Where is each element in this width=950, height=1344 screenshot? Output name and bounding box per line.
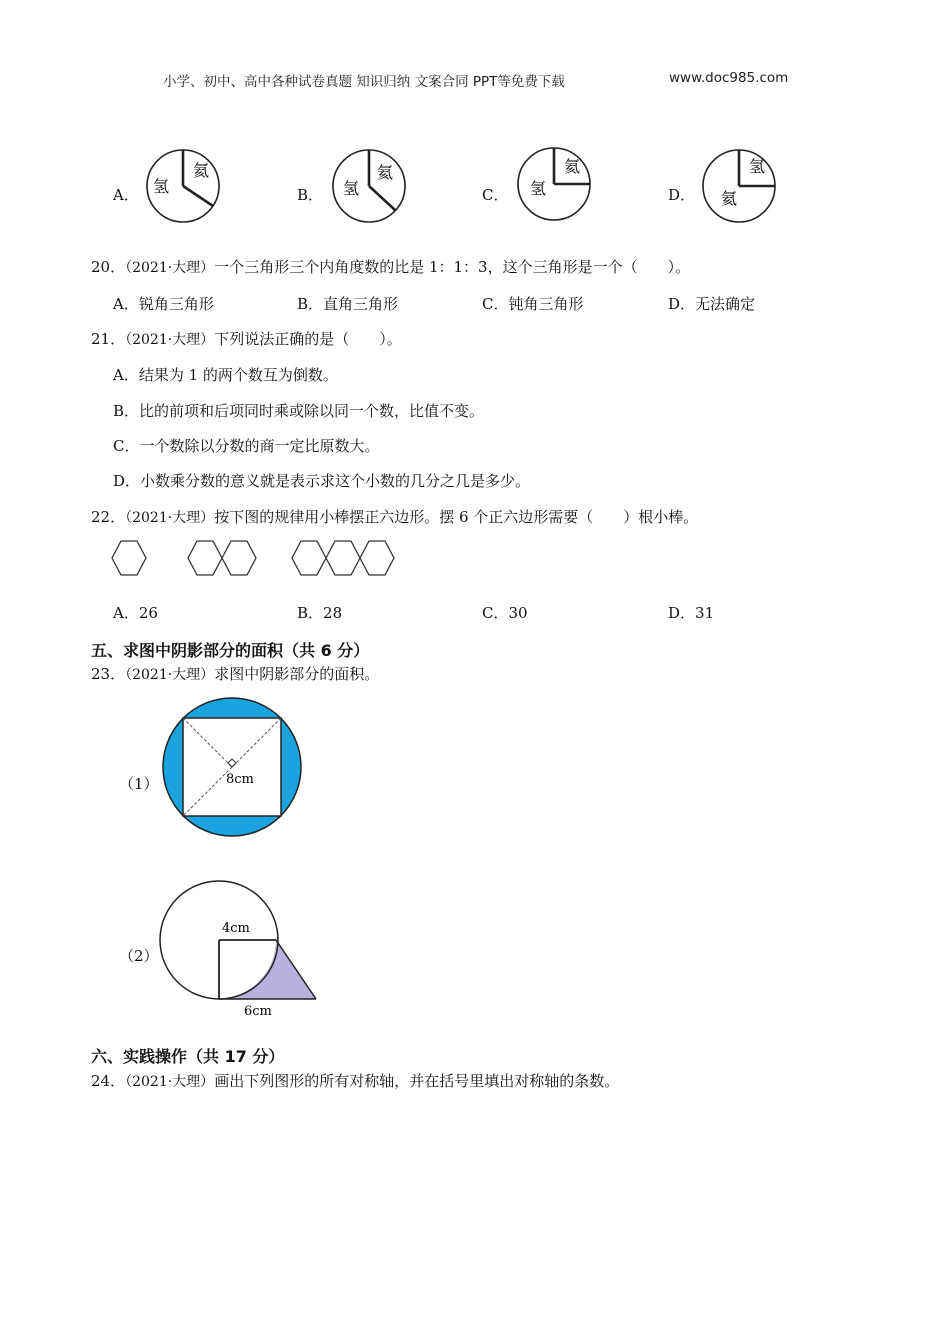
pie-divider (369, 186, 395, 210)
hexagon (360, 541, 394, 575)
option-label: A． (113, 295, 139, 313)
q24-question (91, 1070, 619, 1091)
q20-number: 20． (91, 258, 126, 276)
fig2-bottom-dimension: 6cm (244, 1004, 272, 1019)
option-text: 无法确定 (695, 295, 756, 313)
option-label: B． (297, 295, 324, 313)
option-text: 比的前项和后项同时乘或除以同一个数，比值不变。 (139, 402, 485, 420)
q20-option-d (668, 293, 755, 314)
section-5-title: 五、求图中阴影部分的面积（共 6 分） (91, 641, 370, 660)
q20-option-c (482, 293, 584, 314)
hexagon (112, 541, 146, 575)
option-label: D． (113, 472, 141, 490)
option-label: A． (113, 366, 139, 384)
q23-question (91, 663, 379, 684)
pie-label-h: 氢 (749, 157, 766, 176)
q22-question (91, 506, 698, 527)
option-text: 直角三角形 (323, 295, 399, 313)
pie-label-h: 氢 (530, 179, 547, 198)
q21-number: 21． (91, 330, 126, 348)
q21-source: （2021·大理） (125, 332, 215, 348)
pie-label-h: 氢 (153, 177, 170, 196)
hexagon (292, 541, 326, 575)
option-text: 30 (508, 604, 528, 622)
pie-label-he: 氦 (377, 163, 394, 182)
q20-option-b (297, 293, 398, 314)
q23-text: 求图中阴影部分的面积。 (214, 665, 380, 683)
hexagon (222, 541, 256, 575)
q22-option-d (668, 602, 714, 623)
q22-hexagon-pattern (110, 538, 400, 580)
q19-option-c-pie (516, 146, 592, 222)
section-6-title: 六、实践操作（共 17 分） (91, 1047, 285, 1066)
fig1-dimension: 8cm (226, 772, 254, 787)
option-label: D． (668, 604, 696, 622)
option-label: B． (113, 402, 140, 420)
option-label: C． (113, 437, 140, 455)
q20-source: （2021·大理） (125, 260, 215, 276)
q22-source: （2021·大理） (125, 510, 215, 526)
q19-option-d-pie (701, 148, 777, 224)
q24-text: 画出下列图形的所有对称轴，并在括号里填出对称轴的条数。 (214, 1072, 620, 1090)
q19-option-a-label: A． (113, 186, 139, 204)
q19-option-d-label: D． (668, 186, 696, 204)
option-text: 31 (695, 604, 715, 622)
option-text: 结果为 1 的两个数互为倒数。 (138, 366, 338, 384)
pie-label-he: 氦 (564, 157, 581, 176)
q19-option-b-label: B． (297, 186, 324, 204)
q21-option-a (113, 364, 338, 385)
pie-divider (183, 186, 213, 206)
q24-number: 24． (91, 1072, 126, 1090)
q21-option-b (113, 400, 484, 421)
q19-option-b-pie (331, 148, 407, 224)
q23-fig1-label: （1） (119, 775, 159, 793)
pie-label-he: 氦 (193, 161, 210, 180)
option-label: C． (482, 295, 509, 313)
q22-option-a (113, 602, 158, 623)
option-label: C． (482, 604, 509, 622)
option-text: 26 (138, 604, 158, 622)
pie-label-h: 氢 (343, 179, 360, 198)
q19-option-a-pie (145, 148, 221, 224)
q21-text: 下列说法正确的是（ ）。 (214, 330, 402, 348)
q22-option-b (297, 602, 342, 623)
q20-text: 一个三角形三个内角度数的比是 1：1：3，这个三角形是一个（ ）。 (214, 258, 691, 276)
q23-fig2-diagram (158, 880, 320, 1020)
pie-label-he: 氦 (721, 189, 738, 208)
option-label: D． (668, 295, 696, 313)
header-site-url: www.doc985.com (669, 70, 789, 86)
q19-option-c-label: C． (482, 186, 509, 204)
q22-number: 22． (91, 508, 126, 526)
hexagon (188, 541, 222, 575)
hexagon (326, 541, 360, 575)
q20-question (91, 256, 690, 277)
option-label: B． (297, 604, 324, 622)
q21-question (91, 328, 402, 349)
option-text: 小数乘分数的意义就是表示求这个小数的几分之几是多少。 (140, 472, 531, 490)
q23-fig2-label: （2） (119, 947, 159, 965)
q22-text: 按下图的规律用小棒摆正六边形。摆 6 个正六边形需要（ ）根小棒。 (214, 508, 699, 526)
q24-source: （2021·大理） (125, 1074, 215, 1090)
q23-number: 23． (91, 665, 126, 683)
q23-fig1-diagram (162, 697, 302, 837)
shaded-region (219, 940, 316, 999)
q23-source: （2021·大理） (125, 667, 215, 683)
q21-option-d (113, 470, 530, 491)
q20-option-a (113, 293, 214, 314)
option-label: A． (113, 604, 139, 622)
option-text: 钝角三角形 (508, 295, 584, 313)
option-text: 一个数除以分数的商一定比原数大。 (139, 437, 380, 455)
q22-option-c (482, 602, 528, 623)
option-text: 锐角三角形 (138, 295, 214, 313)
header-banner: 小学、初中、高中各种试卷真题 知识归纳 文案合同 PPT等免费下载 (163, 74, 565, 90)
fig2-top-dimension: 4cm (222, 921, 250, 936)
option-text: 28 (323, 604, 343, 622)
q21-option-c (113, 435, 380, 456)
